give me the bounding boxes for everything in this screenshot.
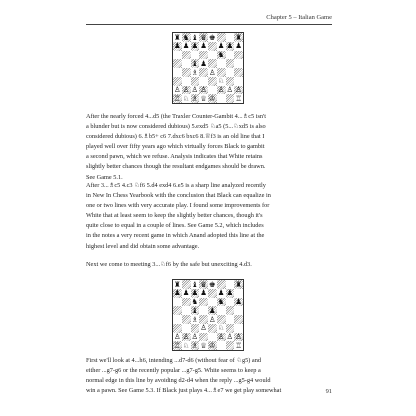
board-square: ♙	[235, 85, 242, 95]
text-line: quite close to equal in a couple of lines. See Game 5.2, which includes	[86, 222, 264, 230]
board-square	[191, 51, 200, 60]
board-square	[173, 68, 182, 77]
board-square	[234, 59, 243, 68]
chess-diagram-2	[172, 279, 244, 351]
board-square: ♙	[182, 85, 190, 95]
board-square: ♜	[174, 280, 181, 289]
text-line: win a pawn. See Game 5.3. If Black just plays 4...♗e7 we get play somewhat	[86, 387, 282, 395]
board-square	[234, 324, 243, 333]
paragraph-3	[86, 260, 334, 270]
board-square	[199, 51, 208, 60]
board-square: ♞	[182, 33, 190, 42]
board-square: ♙	[235, 332, 242, 342]
board-square: ♖	[235, 341, 242, 350]
board-square	[173, 51, 182, 60]
board-square	[182, 306, 191, 315]
board-square	[226, 59, 235, 68]
board-square: ♔	[209, 94, 216, 103]
text-line: in New In Chess Yearbook with the conclusion that Black can equalize in	[86, 192, 271, 200]
board-square: ♚	[209, 280, 216, 289]
board-square	[217, 306, 226, 315]
board-square: ♝	[191, 33, 199, 42]
text-line: After the nearly forced 4...d5 (the Traxler Counter-Gambit 4...♗c5 isn't	[86, 113, 266, 120]
board-square	[217, 59, 226, 68]
text-line: Next we come to meeting 3...♘f6 by the safe but unexciting 4.d3.	[86, 261, 252, 268]
paragraph-1	[86, 112, 334, 183]
board-square	[182, 68, 191, 77]
text-line: a blunder but is now considered dubious) 5.exd5 ♘a5 (5...♘xd5 is also	[86, 123, 266, 131]
text-line: a second pawn, which we refuse. Analysis indicates that White retains	[86, 153, 263, 161]
board-square	[182, 59, 191, 68]
board-square: ♙	[191, 85, 199, 95]
text-line: See Game 5.1.	[86, 173, 123, 181]
board-square	[226, 68, 235, 77]
board-square	[182, 315, 191, 324]
board-square	[199, 68, 208, 77]
board-square: ♟	[217, 41, 225, 51]
text-line: in the notes a very recent game in which Anand adopted this line at the	[86, 232, 265, 240]
board-square	[226, 306, 235, 315]
board-square: ♗	[191, 68, 199, 77]
board-square	[191, 324, 200, 333]
board-square: ♗	[191, 341, 199, 350]
board-square	[208, 42, 217, 51]
board-square	[208, 289, 217, 298]
board-square: ♟	[182, 288, 190, 298]
board-square	[182, 77, 191, 86]
board-square: ♜	[235, 33, 242, 42]
board-square: ♙	[209, 315, 216, 324]
board-square: ♟	[235, 297, 242, 307]
board-square: ♘	[182, 94, 190, 103]
board-square: ♖	[174, 341, 181, 350]
board-square	[217, 315, 226, 324]
text-line: After 3...♗c5 4.c3 ♘f6 5.d4 exd4 6.e5 is a sharp line analyzed recently	[86, 182, 266, 189]
board-square	[226, 51, 235, 60]
text-line: slightly better chances though the resultant endgames should be drawn.	[86, 163, 266, 171]
board-square: ♟	[174, 288, 181, 298]
board-square	[173, 306, 182, 315]
board-square: ♜	[174, 33, 181, 42]
board-square: ♙	[174, 85, 181, 95]
board-square: ♚	[209, 33, 216, 42]
board-square	[226, 280, 235, 289]
board-square: ♟	[191, 288, 199, 298]
board-square: ♟	[182, 41, 190, 51]
board-square	[199, 333, 208, 342]
board-square	[182, 298, 191, 307]
board-square: ♙	[200, 85, 207, 95]
board-square: ♙	[209, 68, 216, 77]
board-square: ♝	[191, 280, 199, 289]
board-square	[234, 289, 243, 298]
board-square	[226, 341, 235, 350]
board-square	[173, 315, 182, 324]
board-square	[208, 77, 217, 86]
board-square: ♛	[200, 280, 207, 289]
board-square	[182, 51, 191, 60]
board-square: ♘	[182, 341, 190, 350]
board-square	[217, 33, 226, 42]
board-square	[199, 298, 208, 307]
board-square	[199, 77, 208, 86]
board-square	[217, 280, 226, 289]
board-square: ♖	[174, 94, 181, 103]
paragraph-2	[86, 181, 334, 252]
board-square: ♙	[217, 332, 225, 342]
text-line: either ...g7-g6 or the recently popular ...g7-g5. White seems to keep a	[86, 367, 261, 375]
page-number: 91	[325, 388, 332, 395]
paragraph-4	[86, 356, 334, 396]
text-line: First we'll look at 4...h6, intending ...d7-d6 (without fear of ♘g5) and	[86, 357, 262, 364]
board-square	[226, 77, 235, 86]
board-square: ♟	[226, 288, 234, 298]
board-square: ♟	[235, 41, 242, 51]
board-square	[182, 280, 191, 289]
board-square: ♘	[217, 323, 225, 333]
board-square	[226, 315, 235, 324]
board-square: ♜	[235, 280, 242, 289]
board-square	[208, 51, 217, 60]
board-square: ♗	[191, 94, 199, 103]
board-square	[199, 306, 208, 315]
board-square	[234, 315, 243, 324]
board-square	[217, 341, 226, 350]
board-square: ♞	[217, 297, 225, 307]
board-square: ♖	[235, 94, 242, 103]
board-square: ♙	[174, 332, 181, 342]
board-square	[226, 298, 235, 307]
board-square: ♕	[200, 341, 207, 350]
board-square	[182, 324, 191, 333]
board-square: ♞	[191, 297, 199, 307]
board-square: ♟	[200, 288, 207, 298]
board-square: ♔	[209, 341, 216, 350]
board-square: ♞	[217, 50, 225, 60]
board-square: ♙	[226, 85, 234, 95]
text-line: highest level and did obtain some advantage.	[86, 242, 200, 250]
board-square: ♙	[217, 85, 225, 95]
board-square	[234, 306, 243, 315]
board-square	[173, 59, 182, 68]
board-square	[208, 59, 217, 68]
text-line: considered dubious) 6.♗b5+ c6 7.dxc6 bxc6 8.♕f3 is an old line that I	[86, 133, 265, 141]
board-square: ♟	[209, 306, 216, 315]
board-square: ♘	[217, 76, 225, 86]
board-square: ♟	[191, 41, 199, 51]
text-line: White that at least seem to keep the slightly better chances, though it's	[86, 212, 263, 220]
board-square	[173, 324, 182, 333]
board-square: ♙	[182, 332, 190, 342]
board-square: ♙	[226, 332, 234, 342]
board-square	[234, 68, 243, 77]
board-square	[234, 51, 243, 60]
board-square: ♟	[217, 288, 225, 298]
board-square: ♝	[191, 59, 199, 68]
board-square: ♟	[200, 41, 207, 51]
board-square	[191, 77, 200, 86]
running-head	[86, 14, 332, 25]
board-square	[208, 324, 217, 333]
board-square: ♙	[200, 323, 207, 333]
board-square	[208, 86, 217, 95]
text-line: one or two lines with very accurate play. I found some improvements for	[86, 202, 270, 210]
board-square	[234, 77, 243, 86]
board-square: ♟	[174, 41, 181, 51]
board-square: ♗	[191, 315, 199, 324]
board-square	[199, 315, 208, 324]
board-square	[226, 94, 235, 103]
board-square	[173, 298, 182, 307]
board-square	[173, 77, 182, 86]
board-square	[217, 94, 226, 103]
board-square: ♟	[226, 41, 234, 51]
board-square	[208, 333, 217, 342]
board-square	[226, 33, 235, 42]
board-square	[208, 298, 217, 307]
board-square: ♕	[200, 94, 207, 103]
board-square	[217, 68, 226, 77]
text-line: normal edge in this line by avoiding d2-d4 when the reply ...g5-g4 would	[86, 377, 271, 385]
board-square	[226, 324, 235, 333]
board-square: ♝	[191, 306, 199, 315]
board-square: ♛	[200, 33, 207, 42]
text-line: played well over fifty years ago which virtually forces Black to gambit	[86, 143, 265, 151]
chess-diagram-1	[172, 32, 244, 104]
chapter-title: Chapter 5 – Italian Game	[266, 14, 332, 21]
board-square: ♟	[200, 59, 207, 68]
board-square: ♙	[191, 332, 199, 342]
